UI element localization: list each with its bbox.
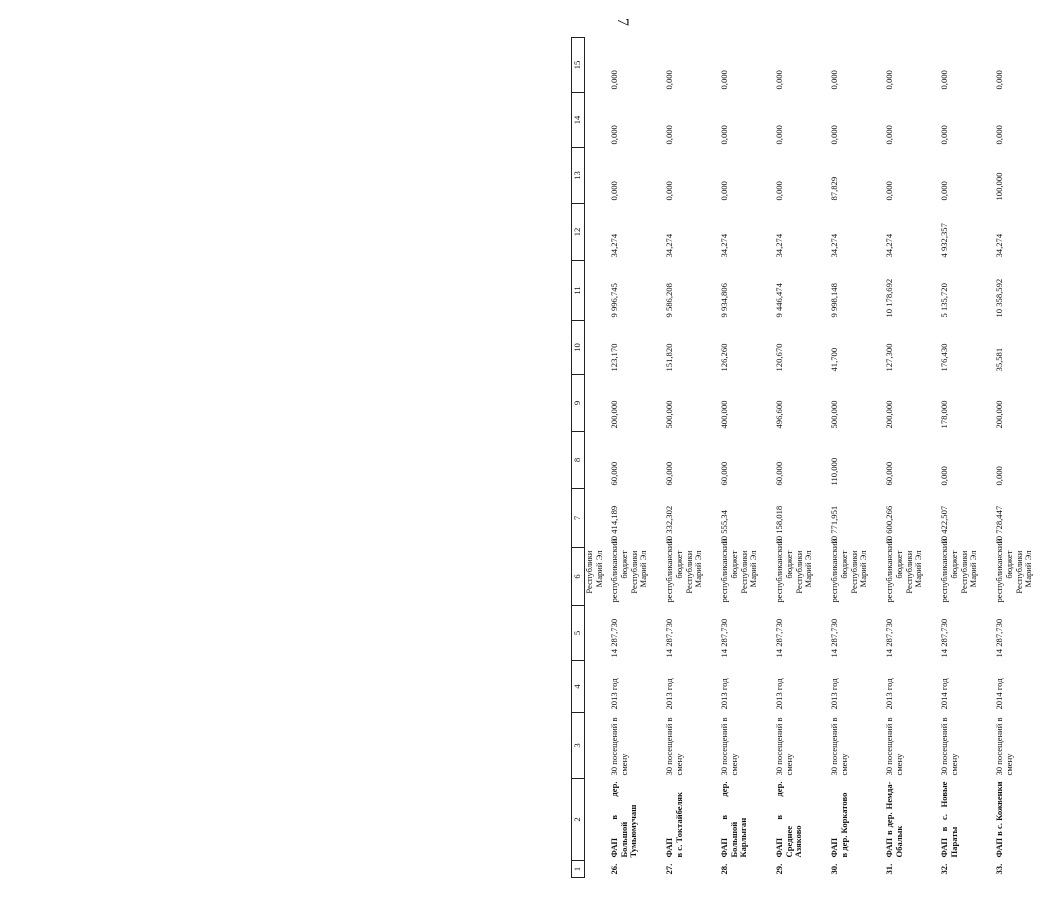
value-cell: 0,000 [884, 125, 895, 145]
funding-line: Республики [584, 550, 594, 594]
funding-line: республиканский [609, 538, 620, 603]
facilities-table [571, 37, 1044, 878]
value-cell: 10 555,34 [719, 510, 730, 545]
row-number: 26. [609, 863, 620, 875]
value-cell: 34,274 [829, 233, 840, 258]
value-cell: 14 287,730 [884, 618, 895, 658]
value-cell: 35,581 [994, 347, 1005, 372]
value-cell: 9 934,806 [719, 283, 730, 318]
row-number: 29. [774, 863, 785, 875]
funding-line: Марий Эл [913, 550, 924, 588]
facility-name-line: ФАП в дер. Большой [609, 781, 629, 858]
capacity-cell: 30 посещений в смену [664, 717, 684, 776]
value-cell: 60,000 [884, 461, 895, 486]
column-number: 14 [572, 93, 585, 148]
value-cell: 0,000 [664, 70, 675, 90]
value-cell: 60,000 [664, 461, 675, 486]
value-cell: 10 728,447 [994, 505, 1005, 545]
facility-name-line: в дер. Коркатово [838, 792, 849, 858]
funding-line: республиканский [829, 538, 840, 603]
capacity-cell: 30 посещений в смену [609, 717, 629, 776]
table-body [585, 38, 1044, 878]
funding-line: бюджет [673, 550, 684, 579]
value-cell: 123,170 [609, 343, 620, 372]
row-number: 31. [884, 863, 895, 875]
value-cell: 176,430 [939, 343, 950, 372]
value-cell: 0,000 [939, 181, 950, 201]
funding-source [989, 538, 1044, 606]
value-cell: 34,274 [884, 233, 895, 258]
value-cell: 0,000 [774, 181, 785, 201]
value-cell: 126,260 [719, 343, 730, 372]
funding-line: Марий Эл [748, 550, 759, 588]
value-cell: 0,000 [939, 125, 950, 145]
value-cell: 0,000 [719, 125, 730, 145]
value-cell: 0,000 [609, 181, 620, 201]
row-number: 28. [719, 863, 730, 875]
column-number: 9 [572, 375, 585, 432]
capacity-cell: 30 посещений в смену [774, 717, 794, 776]
funding-line: бюджет [893, 550, 904, 579]
value-cell: 151,820 [664, 343, 675, 372]
value-cell: 0,000 [939, 70, 950, 90]
funding-line: бюджет [838, 550, 849, 579]
value-cell: 500,000 [829, 400, 840, 429]
value-cell: 9 996,745 [609, 283, 620, 318]
value-cell: 200,000 [994, 400, 1005, 429]
funding-line: бюджет [618, 550, 629, 579]
column-number: 5 [572, 606, 585, 661]
funding-line: Марий Эл [968, 550, 979, 588]
value-cell: 0,000 [939, 466, 950, 486]
funding-line: республиканский [884, 538, 895, 603]
funding-line: бюджет [1003, 550, 1014, 579]
funding-line: Марий Эл [693, 550, 704, 588]
funding-line: Марий Эл [858, 550, 869, 588]
value-cell: 34,274 [609, 233, 620, 258]
funding-source [769, 538, 824, 606]
funding-line: Республики [738, 550, 749, 594]
capacity-cell: 30 посещений в смену [939, 717, 959, 776]
value-cell: 10 600,266 [884, 505, 895, 545]
funding-line: Марий Эл [1023, 550, 1034, 588]
facility-name-line: ФАП в дер. Большой [719, 781, 739, 858]
table-row [824, 38, 879, 878]
column-number: 10 [572, 321, 585, 375]
column-number: 11 [572, 261, 585, 321]
facility-name-line: Параты [948, 826, 959, 858]
value-cell: 120,670 [774, 343, 785, 372]
value-cell: 0,000 [884, 181, 895, 201]
year-cell: 2013 год [774, 678, 785, 710]
column-number: 2 [572, 779, 585, 861]
value-cell: 9 586,208 [664, 283, 675, 318]
value-cell: 34,274 [664, 233, 675, 258]
column-number: 8 [572, 432, 585, 489]
funding-line: Республики [958, 550, 969, 594]
facility-name-line: ФАП в дер. Среднее [774, 781, 794, 858]
value-cell: 0,000 [609, 125, 620, 145]
facility-name [714, 779, 769, 861]
value-cell: 10 332,302 [664, 505, 675, 545]
table-row [989, 38, 1044, 878]
value-cell: 10 158,018 [774, 505, 785, 545]
value-cell: 178,000 [939, 400, 950, 429]
facility-name [604, 779, 659, 861]
facility-name-line: в с. Токтайбеляк [673, 792, 684, 858]
facility-name [879, 779, 934, 861]
facility-name-line: ФАП в с. Кожвенки [994, 781, 1005, 858]
value-cell: 41,700 [829, 347, 840, 372]
funding-source [934, 538, 989, 606]
value-cell: 34,274 [774, 233, 785, 258]
value-cell: 10 358,592 [994, 278, 1005, 318]
column-number: 12 [572, 204, 585, 261]
funding-line: республиканский [664, 538, 675, 603]
value-cell: 0,000 [829, 70, 840, 90]
value-cell: 0,000 [994, 70, 1005, 90]
row-number: 32. [939, 863, 950, 875]
value-cell: 10 178,692 [884, 278, 895, 318]
page-number: 7 [614, 18, 631, 26]
funding-line: бюджет [948, 550, 959, 579]
year-cell: 2013 год [719, 678, 730, 710]
capacity-cell: 30 посещений в смену [719, 717, 739, 776]
value-cell: 34,274 [719, 233, 730, 258]
table-row [714, 38, 769, 878]
value-cell: 0,000 [829, 125, 840, 145]
funding-line: Марий Эл [593, 550, 604, 588]
funding-line: республиканский [939, 538, 950, 603]
funding-source [659, 538, 714, 606]
funding-line: бюджет [728, 550, 739, 579]
facility-name-line: ФАП [664, 837, 675, 858]
value-cell: 100,000 [994, 172, 1005, 201]
funding-line: Республики [903, 550, 914, 594]
funding-line: Республики [848, 550, 859, 594]
year-cell: 2013 год [884, 678, 895, 710]
value-cell: 14 287,730 [829, 618, 840, 658]
value-cell: 0,000 [994, 466, 1005, 486]
column-number-row [572, 38, 585, 878]
row-number: 33. [994, 863, 1005, 875]
funding-source [879, 538, 934, 606]
value-cell: 14 287,730 [719, 618, 730, 658]
funding-source-continuation [585, 548, 605, 606]
funding-line: Республики [628, 550, 639, 594]
continuation-row [585, 38, 605, 878]
capacity-cell: 30 посещений в смену [884, 717, 904, 776]
funding-line: Республики [1013, 550, 1024, 594]
column-number: 15 [572, 38, 585, 93]
facility-name [934, 779, 989, 861]
row-number: 27. [664, 863, 675, 875]
value-cell: 14 287,730 [609, 618, 620, 658]
value-cell: 60,000 [774, 461, 785, 486]
value-cell: 200,000 [884, 400, 895, 429]
value-cell: 60,000 [609, 461, 620, 486]
column-number: 1 [572, 861, 585, 878]
value-cell: 14 287,730 [664, 618, 675, 658]
value-cell: 0,000 [719, 181, 730, 201]
facility-name-line: ФАП [829, 837, 840, 858]
funding-line: республиканский [774, 538, 785, 603]
funding-line: Республики [793, 550, 804, 594]
capacity-cell: 30 посещений в смену [829, 717, 849, 776]
value-cell: 0,000 [774, 125, 785, 145]
value-cell: 0,000 [884, 70, 895, 90]
column-number: 3 [572, 713, 585, 779]
column-number: 7 [572, 489, 585, 548]
value-cell: 14 287,730 [774, 618, 785, 658]
value-cell: 14 287,730 [994, 618, 1005, 658]
value-cell: 0,000 [664, 181, 675, 201]
facility-name-line: ФАП в дер. Немда- [884, 781, 895, 858]
facility-name-line: Карлыган [737, 817, 748, 858]
facility-name-line: Обалык [893, 825, 904, 858]
funding-source [714, 538, 769, 606]
value-cell: 4 932,357 [939, 223, 950, 258]
funding-source [604, 538, 659, 606]
facility-name-line: Азяково [792, 825, 803, 858]
value-cell: 0,000 [609, 70, 620, 90]
value-cell: 400,000 [719, 400, 730, 429]
value-cell: 5 135,720 [939, 283, 950, 318]
value-cell: 500,000 [664, 400, 675, 429]
value-cell: 34,274 [994, 233, 1005, 258]
table-row [659, 38, 714, 878]
facility-name-line: Тумьюмучаш [627, 804, 638, 858]
value-cell: 0,000 [774, 70, 785, 90]
value-cell: 60,000 [719, 461, 730, 486]
row-number: 30. [829, 863, 840, 875]
value-cell: 496,600 [774, 400, 785, 429]
funding-source [824, 538, 879, 606]
value-cell: 87,829 [829, 176, 840, 201]
funding-line: Марий Эл [638, 550, 649, 588]
table-row [934, 38, 989, 878]
facility-name [989, 779, 1044, 861]
value-cell: 0,000 [994, 125, 1005, 145]
table-row [769, 38, 824, 878]
value-cell: 110,000 [829, 457, 840, 486]
column-number: 6 [572, 548, 585, 606]
funding-line: республиканский [719, 538, 730, 603]
table-row [879, 38, 934, 878]
table-row [604, 38, 659, 878]
value-cell: 9 446,474 [774, 283, 785, 318]
facility-name [769, 779, 824, 861]
table-wrapper [571, 38, 1034, 878]
facility-name [659, 779, 714, 861]
value-cell: 127,300 [884, 343, 895, 372]
value-cell: 0,000 [719, 70, 730, 90]
column-number: 13 [572, 148, 585, 204]
capacity-cell: 30 посещений в смену [994, 717, 1014, 776]
funding-line: Марий Эл [803, 550, 814, 588]
year-cell: 2014 год [994, 678, 1005, 710]
year-cell: 2013 год [664, 678, 675, 710]
value-cell: 10 414,189 [609, 505, 620, 545]
funding-line: бюджет [783, 550, 794, 579]
facility-name-line: ФАП в с. Новые [939, 781, 950, 858]
year-cell: 2014 год [939, 678, 950, 710]
funding-line: Республики [683, 550, 694, 594]
value-cell: 9 998,148 [829, 283, 840, 318]
year-cell: 2013 год [609, 678, 620, 710]
value-cell: 0,000 [664, 125, 675, 145]
facility-name [824, 779, 879, 861]
value-cell: 14 287,730 [939, 618, 950, 658]
value-cell: 10 422,507 [939, 505, 950, 545]
value-cell: 200,000 [609, 400, 620, 429]
value-cell: 10 771,951 [829, 505, 840, 545]
year-cell: 2013 год [829, 678, 840, 710]
funding-line: республиканский [994, 538, 1005, 603]
column-number: 4 [572, 661, 585, 713]
